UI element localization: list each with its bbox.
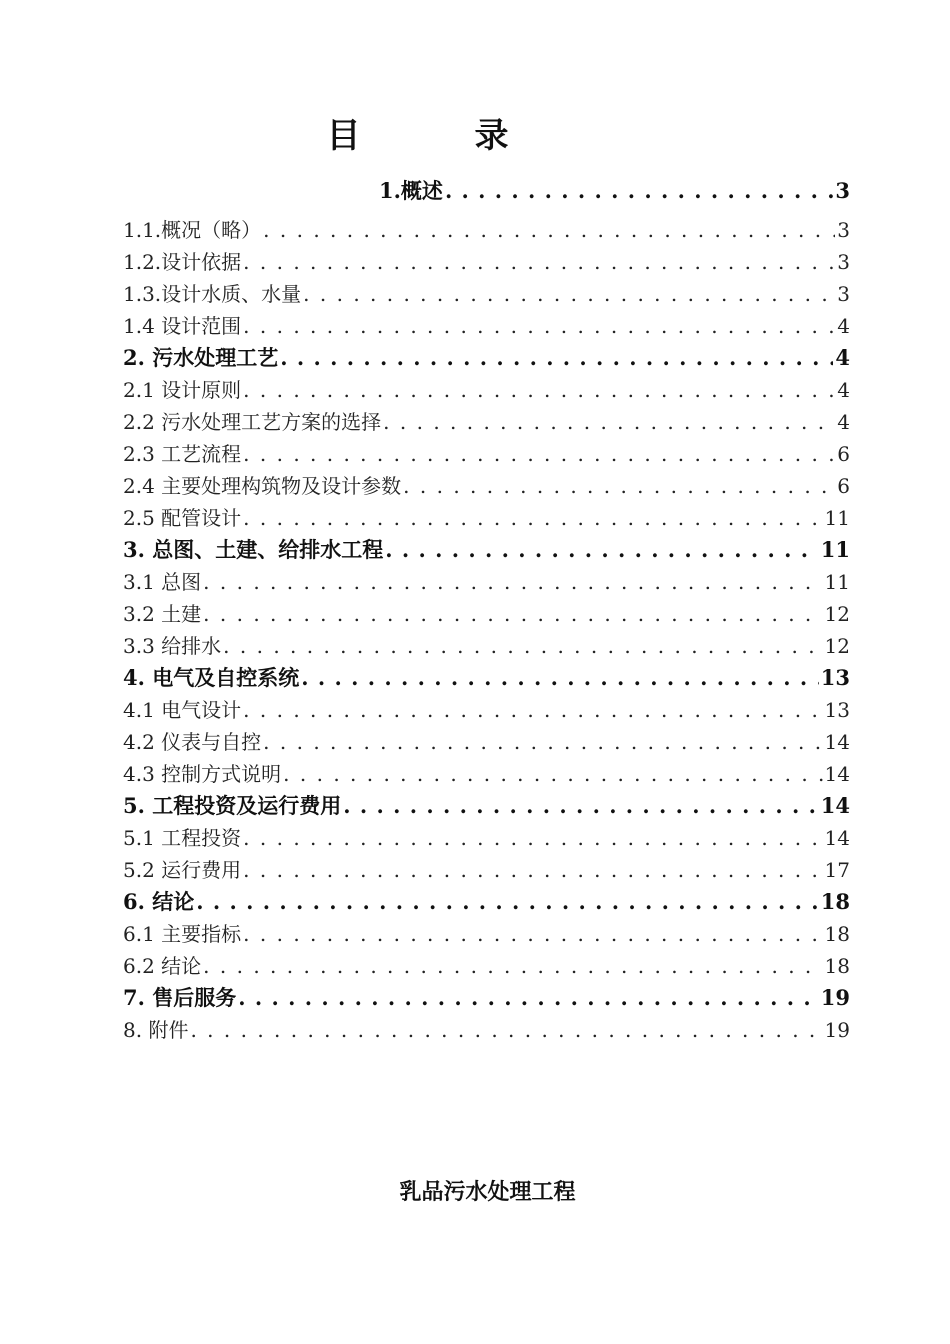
toc-entry[interactable] — [123, 886, 850, 918]
toc-entry-page: 14 — [820, 793, 850, 818]
toc-entry-page: 3 — [837, 218, 850, 242]
toc-entry-label: 1.3.设计水质、水量 — [123, 282, 302, 306]
dot-leader — [303, 278, 835, 310]
toc-entry[interactable] — [123, 310, 850, 342]
toc-entry[interactable] — [123, 534, 850, 566]
toc-entry[interactable] — [123, 438, 850, 470]
toc-entry-page: 13 — [824, 698, 850, 722]
toc-entry[interactable] — [123, 470, 850, 502]
toc-entry-label: 3.1 总图 — [123, 570, 202, 594]
toc-entry-page: 18 — [824, 954, 850, 978]
toc-entry-label: 7. 售后服务 — [123, 985, 237, 1010]
toc-entry[interactable] — [123, 172, 850, 212]
toc-entry-label: 6. 结论 — [123, 889, 195, 914]
toc-entry-page: 12 — [824, 634, 850, 658]
toc-heading: 目 录 — [326, 116, 549, 156]
dot-leader — [403, 470, 835, 502]
dot-leader — [243, 694, 822, 726]
toc-entry-page: 18 — [824, 922, 850, 946]
toc-entry-label: 4.2 仪表与自控 — [123, 730, 262, 754]
toc-entry-page: 11 — [824, 506, 850, 530]
toc-entry-label: 8. 附件 — [123, 1018, 189, 1042]
toc-entry[interactable] — [123, 342, 850, 374]
dot-leader — [243, 438, 835, 470]
table-of-contents — [123, 172, 850, 1046]
toc-entry-page: 6 — [837, 474, 850, 498]
dot-leader — [243, 310, 835, 342]
toc-entry-label: 4.1 电气设计 — [123, 698, 242, 722]
dot-leader — [263, 214, 835, 246]
dot-leader — [283, 758, 822, 790]
dot-leader — [190, 1014, 822, 1046]
toc-entry-label: 1.1.概况（略） — [123, 218, 262, 242]
toc-entry-page: 19 — [824, 1018, 850, 1042]
toc-entry-label: 5.1 工程投资 — [123, 826, 242, 850]
dot-leader — [301, 662, 819, 694]
dot-leader — [263, 726, 822, 758]
dot-leader — [223, 630, 822, 662]
toc-entry[interactable] — [123, 406, 850, 438]
toc-entry-page: 18 — [820, 889, 850, 914]
toc-entry-label: 2.4 主要处理构筑物及设计参数 — [123, 474, 402, 498]
toc-entry[interactable] — [123, 374, 850, 406]
toc-entry[interactable] — [123, 726, 850, 758]
toc-entry-page: 13 — [820, 665, 850, 690]
toc-entry-page: 4 — [837, 410, 850, 434]
dot-leader — [385, 534, 819, 566]
toc-entry-page: 6 — [837, 442, 850, 466]
dot-leader — [203, 598, 822, 630]
toc-entry-label: 1.4 设计范围 — [123, 314, 242, 338]
toc-entry[interactable] — [123, 950, 850, 982]
toc-entry[interactable] — [123, 662, 850, 694]
toc-entry[interactable] — [123, 502, 850, 534]
toc-entry[interactable] — [123, 214, 850, 246]
toc-entry-page: 12 — [824, 602, 850, 626]
toc-entry[interactable] — [123, 1014, 850, 1046]
toc-entry-page: 3 — [837, 282, 850, 306]
toc-entry-page: 14 — [824, 730, 850, 754]
toc-entry[interactable] — [123, 630, 850, 662]
toc-entry[interactable] — [123, 566, 850, 598]
toc-entry[interactable] — [123, 822, 850, 854]
project-title: 乳品污水处理工程 — [399, 1179, 576, 1205]
toc-entry-label: 2. 污水处理工艺 — [123, 345, 279, 370]
dot-leader — [203, 566, 822, 598]
toc-entry[interactable] — [123, 918, 850, 950]
toc-entry-label: 4. 电气及自控系统 — [123, 665, 300, 690]
toc-entry-page: 14 — [824, 762, 850, 786]
toc-entry-page: 4 — [837, 314, 850, 338]
toc-entry-label: 5. 工程投资及运行费用 — [123, 793, 342, 818]
toc-entry[interactable] — [123, 790, 850, 822]
toc-entry-label: 4.3 控制方式说明 — [123, 762, 282, 786]
toc-entry-page: 11 — [820, 537, 850, 562]
toc-entry-page: 4 — [837, 378, 850, 402]
toc-entry-label: 1.2.设计依据 — [123, 250, 242, 274]
dot-leader — [343, 790, 819, 822]
toc-entry-label: 6.1 主要指标 — [123, 922, 242, 946]
toc-entry-page: 14 — [824, 826, 850, 850]
toc-entry-label: 2.3 工艺流程 — [123, 442, 242, 466]
toc-entry-label: 3.3 给排水 — [123, 634, 222, 658]
dot-leader — [243, 502, 822, 534]
toc-entry[interactable] — [123, 694, 850, 726]
toc-entry-label: 1.概述 — [379, 178, 443, 203]
dot-leader — [203, 950, 822, 982]
toc-entry-label: 3.2 土建 — [123, 602, 202, 626]
toc-entry[interactable] — [123, 982, 850, 1014]
toc-entry-page: 11 — [824, 570, 850, 594]
toc-entry-page: 4 — [835, 345, 850, 370]
toc-entry-label: 6.2 结论 — [123, 954, 202, 978]
toc-entry-label: 2.2 污水处理工艺方案的选择 — [123, 410, 382, 434]
dot-leader — [243, 374, 835, 406]
toc-entry-page: 17 — [824, 858, 850, 882]
dot-leader — [196, 886, 819, 918]
toc-entry-page: 3 — [835, 178, 850, 203]
dot-leader — [243, 822, 822, 854]
toc-entry[interactable] — [123, 246, 850, 278]
dot-leader — [243, 854, 822, 886]
dot-leader — [238, 982, 819, 1014]
toc-entry-label: 2.5 配管设计 — [123, 506, 242, 530]
dot-leader — [280, 342, 833, 374]
toc-entry[interactable] — [123, 758, 850, 790]
dot-leader — [243, 246, 835, 278]
toc-entry[interactable] — [123, 278, 850, 310]
toc-entry-page: 3 — [837, 250, 850, 274]
toc-entry-label: 2.1 设计原则 — [123, 378, 242, 402]
toc-entry[interactable] — [123, 598, 850, 630]
toc-entry-label: 3. 总图、土建、给排水工程 — [123, 537, 384, 562]
dot-leader — [383, 406, 835, 438]
dot-leader — [243, 918, 822, 950]
dot-leader — [445, 172, 833, 210]
toc-entry-page: 19 — [820, 985, 850, 1010]
toc-entry[interactable] — [123, 854, 850, 886]
toc-entry-label: 5.2 运行费用 — [123, 858, 242, 882]
